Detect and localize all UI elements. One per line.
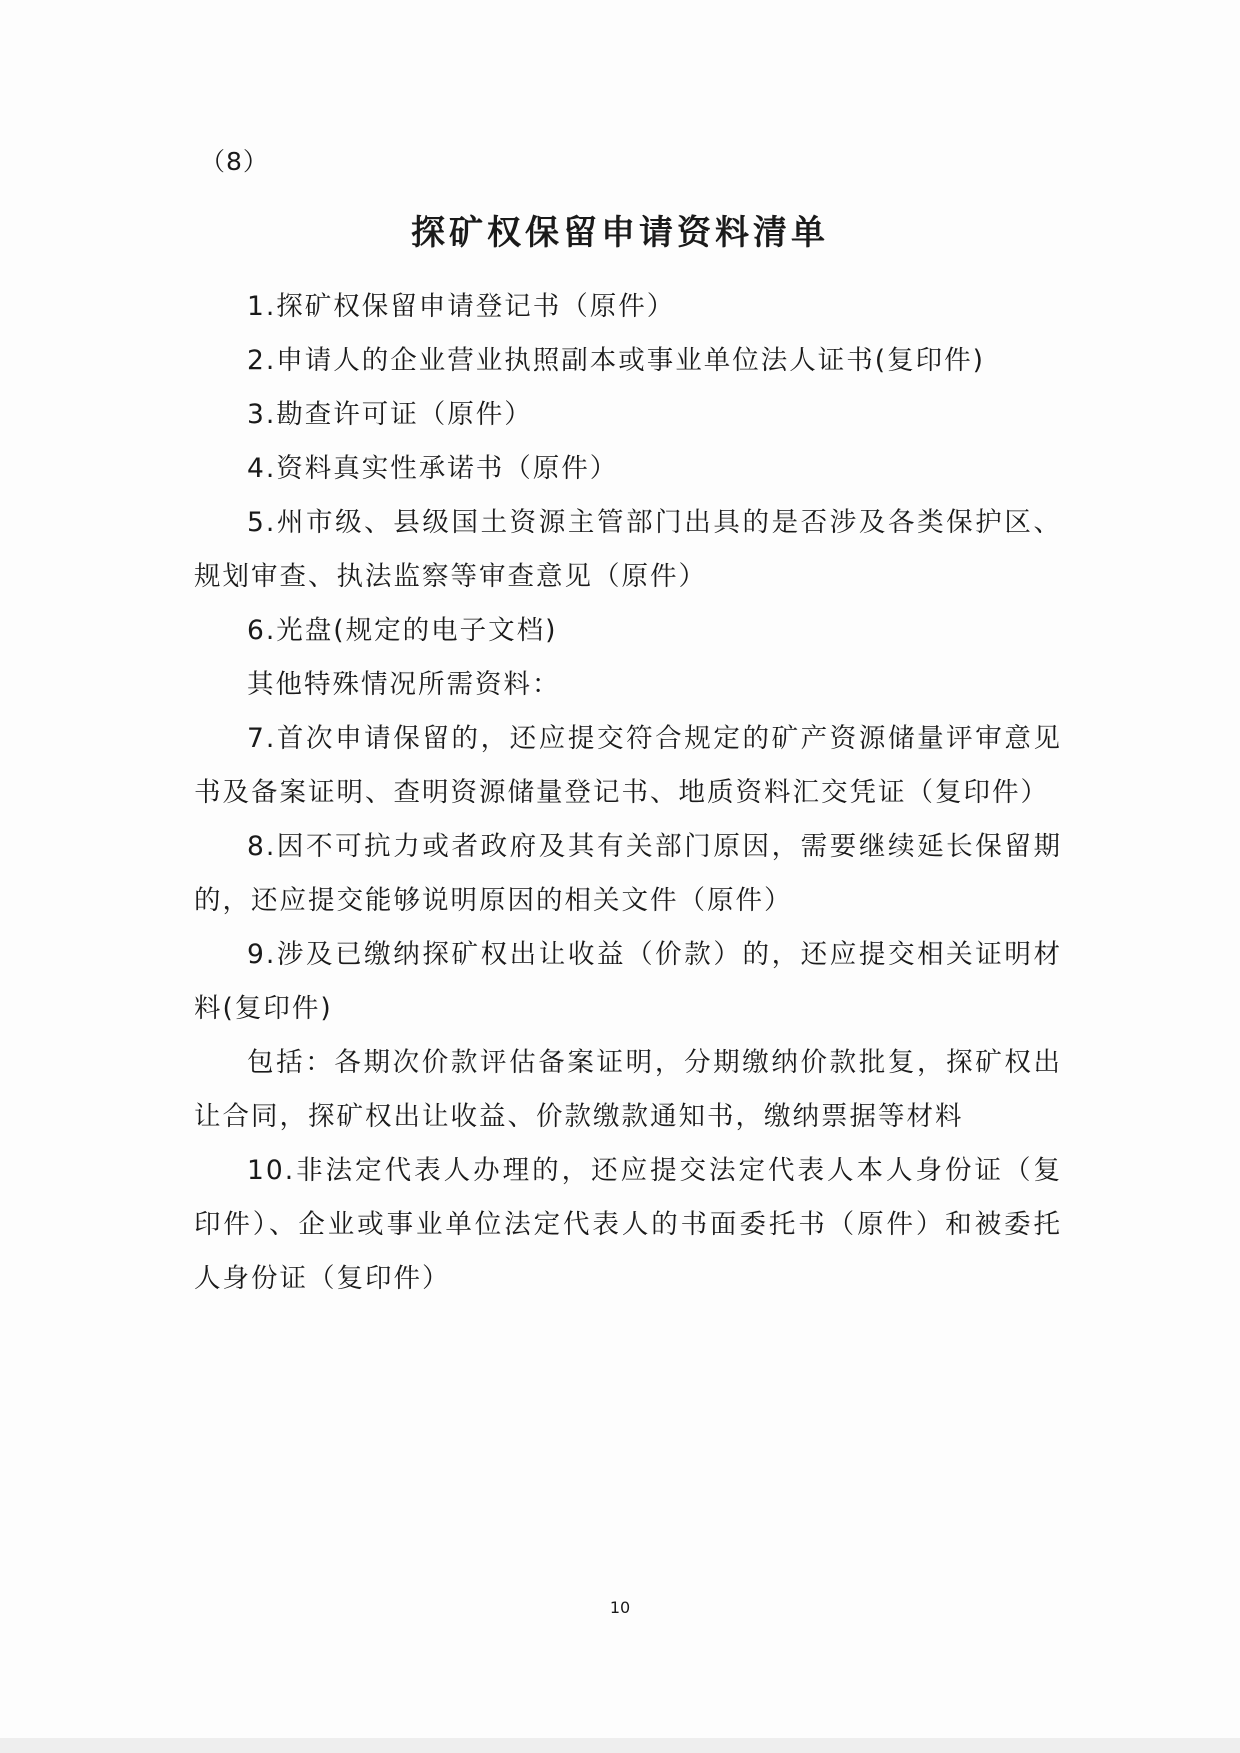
list-item: 1.探矿权保留申请登记书（原件）	[247, 291, 676, 322]
list-item: 4.资料真实性承诺书（原件）	[247, 453, 619, 484]
list-item: 2.申请人的企业营业执照副本或事业单位法人证书(复印件)	[247, 345, 985, 376]
list-item: 9.涉及已缴纳探矿权出让收益（价款）的，还应提交相关证明材料(复印件)	[194, 939, 1062, 1024]
list-item: 7.首次申请保留的，还应提交符合规定的矿产资源储量评审意见书及备案证明、查明资源储量登记书、地质资料汇交凭证（复印件）	[194, 723, 1062, 808]
list-item: 5.州市级、县级国土资源主管部门出具的是否涉及各类保护区、规划审查、执法监察等审查意见（原件）	[194, 507, 1062, 592]
scan-edge-band	[0, 1738, 1240, 1753]
list-item: 10.非法定代表人办理的，还应提交法定代表人本人身份证（复印件）、企业或事业单位法定代表人的书面委托书（原件）和被委托人身份证（复印件）	[194, 1155, 1062, 1294]
list-item: 6.光盘(规定的电子文档)	[247, 615, 558, 646]
document-body	[194, 280, 1062, 1306]
list-item: 8.因不可抗力或者政府及其有关部门原因，需要继续延长保留期的，还应提交能够说明原因的相关文件（原件）	[194, 831, 1062, 916]
list-item: 3.勘查许可证（原件）	[247, 399, 533, 430]
section-subheading: 其他特殊情况所需资料：	[247, 669, 561, 700]
page-number: 10	[609, 1598, 631, 1617]
section-number: （8）	[200, 147, 269, 176]
page-title: 探矿权保留申请资料清单	[411, 213, 829, 253]
list-item-note: 包括：各期次价款评估备案证明，分期缴纳价款批复，探矿权出让合同，探矿权出让收益、价款缴款通知书，缴纳票据等材料	[194, 1047, 1062, 1132]
